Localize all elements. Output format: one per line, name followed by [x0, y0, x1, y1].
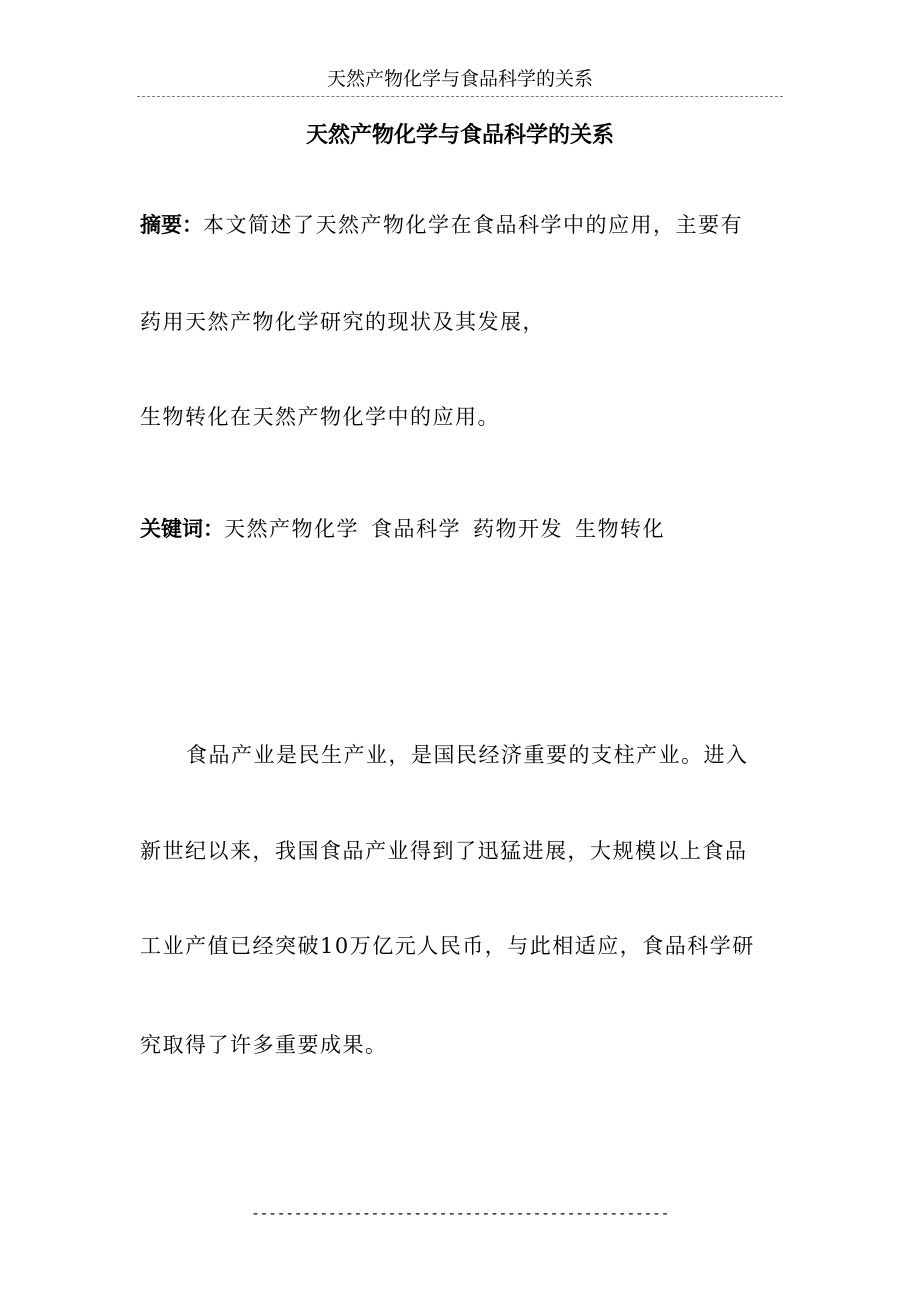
body-line-3: 工业产值已经突破10万亿元人民币，与此相适应，食品科学研	[140, 934, 755, 958]
keywords-line	[140, 514, 665, 544]
body-line-4: 究取得了许多重要成果。	[140, 1033, 388, 1057]
abstract-label: 摘要：	[140, 213, 203, 237]
abstract-line-1	[140, 210, 743, 240]
keyword: 生物转化	[575, 517, 665, 541]
keyword: 食品科学	[371, 517, 461, 541]
body-line-2: 新世纪以来，我国食品产业得到了迅猛进展，大规模以上食品	[140, 839, 748, 863]
abstract-text: 本文简述了天然产物化学在食品科学中的应用，主要有	[203, 213, 743, 237]
footer-rule: -------------------------------------------------	[250, 1204, 669, 1222]
abstract-line-2: 药用天然产物化学研究的现状及其发展，	[140, 310, 545, 334]
document-title: 天然产物化学与食品科学的关系	[305, 123, 614, 148]
abstract-line-3: 生物转化在天然产物化学中的应用。	[140, 405, 500, 429]
body-line-1: 食品产业是民生产业，是国民经济重要的支柱产业。进入	[186, 743, 749, 767]
keyword: 天然产物化学	[224, 517, 359, 541]
keyword: 药物开发	[473, 517, 563, 541]
keywords-label: 关键词：	[140, 517, 224, 541]
header-rule	[137, 96, 783, 97]
running-header: 天然产物化学与食品科学的关系	[326, 68, 593, 90]
